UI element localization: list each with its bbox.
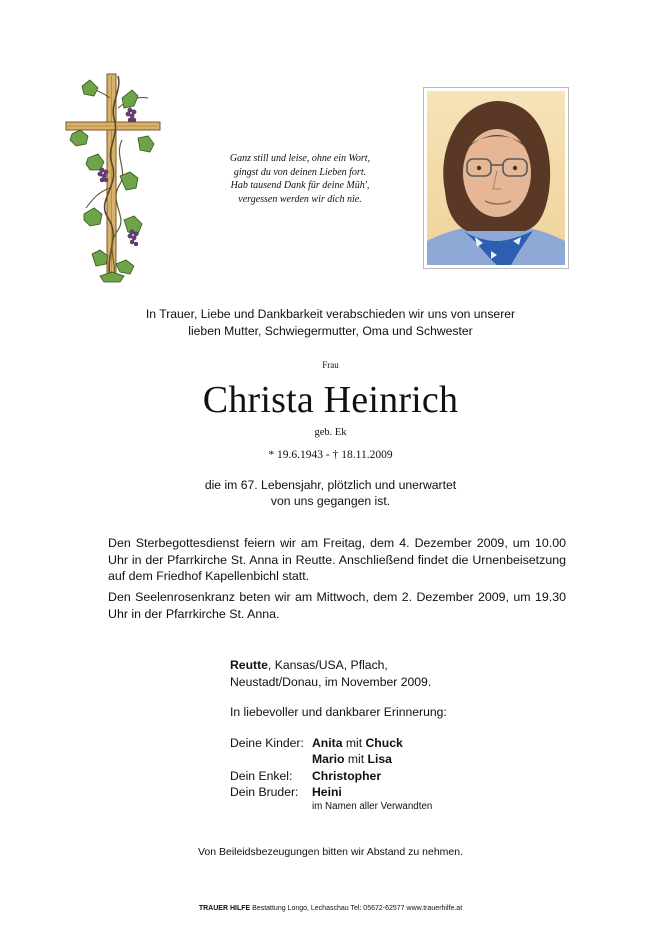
partner-name: Chuck: [365, 735, 403, 750]
maiden-name: geb. Ek: [314, 427, 347, 438]
poem: [190, 152, 410, 206]
intro-line: lieben Mutter, Schwiegermutter, Oma und Schwester: [188, 324, 473, 338]
cross-with-grapevine-image: [62, 68, 164, 288]
grandchild-row: [230, 768, 447, 785]
life-dates: * 19.6.1943 - † 18.11.2009: [268, 449, 393, 461]
footer-contact: Bestattung Longo, Lechaschau Tel: 05672-62577 www.trauerhilfe.at: [250, 905, 463, 912]
rosary-paragraph: Den Seelenrosenkranz beten wir am Mittwoch, dem 2. Dezember 2009, um 19.30 Uhr in der Pfarrkirche St. Anna.: [108, 590, 566, 621]
grandchild-label: Dein Enkel:: [230, 768, 293, 783]
partner-name: Lisa: [367, 752, 392, 766]
footer-brand: TRAUER HILFE: [198, 905, 251, 912]
funeral-service-paragraph: Den Sterbegottesdienst feiern wir am Freitag, dem 4. Dezember 2009, um 10.00 Uhr in der Pfarrkirche St. Anna in Reutte. Anschließend findet die Urnenbeisetzung auf dem Friedhof Kapellenbichl statt.: [108, 536, 566, 583]
mit-word: mit: [342, 735, 366, 750]
portrait-frame: [423, 87, 569, 269]
closing-note: Von Beileidsbezeugungen bitten wir Abstand zu nehmen.: [197, 846, 464, 858]
footer: [0, 905, 661, 912]
children-row: [230, 735, 447, 752]
child-name: Anita: [312, 735, 343, 750]
children-label: Deine Kinder:: [230, 735, 304, 750]
brother-name: Heini: [312, 785, 342, 799]
remembrance-line: In liebevoller und dankbarer Erinnerung:: [230, 705, 447, 719]
poem-line: Ganz still und leise, ohne ein Wort,: [229, 153, 371, 164]
child-name: Mario: [312, 752, 345, 766]
death-note: [0, 477, 661, 509]
poem-line: gingst du von deinen Lieben fort.: [233, 166, 367, 178]
poem-line: Hab tausend Dank für deine Müh',: [230, 180, 370, 191]
mit-word: mit: [344, 752, 368, 766]
brother-label: Dein Bruder:: [230, 785, 299, 799]
place-rest: , Kansas/USA, Pflach,: [267, 658, 388, 672]
signature-block: [230, 657, 447, 801]
grandchild-name: Christopher: [312, 768, 382, 783]
names-note: im Namen aller Verwandten: [312, 801, 433, 812]
death-note-line: die im 67. Lebensjahr, plötzlich und unerwartet: [204, 478, 457, 492]
place-line-2: Neustadt/Donau, im November 2009.: [230, 674, 432, 689]
intro-line: In Trauer, Liebe und Dankbarkeit verabschieden wir uns von unserer: [145, 307, 516, 321]
brother-row: [230, 784, 447, 801]
deceased-name: Christa Heinrich: [202, 379, 459, 421]
intro-text: [0, 306, 661, 340]
portrait-photo: [427, 91, 565, 265]
poem-line: vergessen werden wir dich nie.: [238, 193, 362, 205]
place-line-1: [230, 657, 447, 674]
death-note-line: von uns gegangen ist.: [270, 494, 391, 508]
children-row-2: [230, 751, 447, 768]
place-city: Reutte: [230, 658, 268, 672]
salutation: Frau: [322, 360, 339, 370]
